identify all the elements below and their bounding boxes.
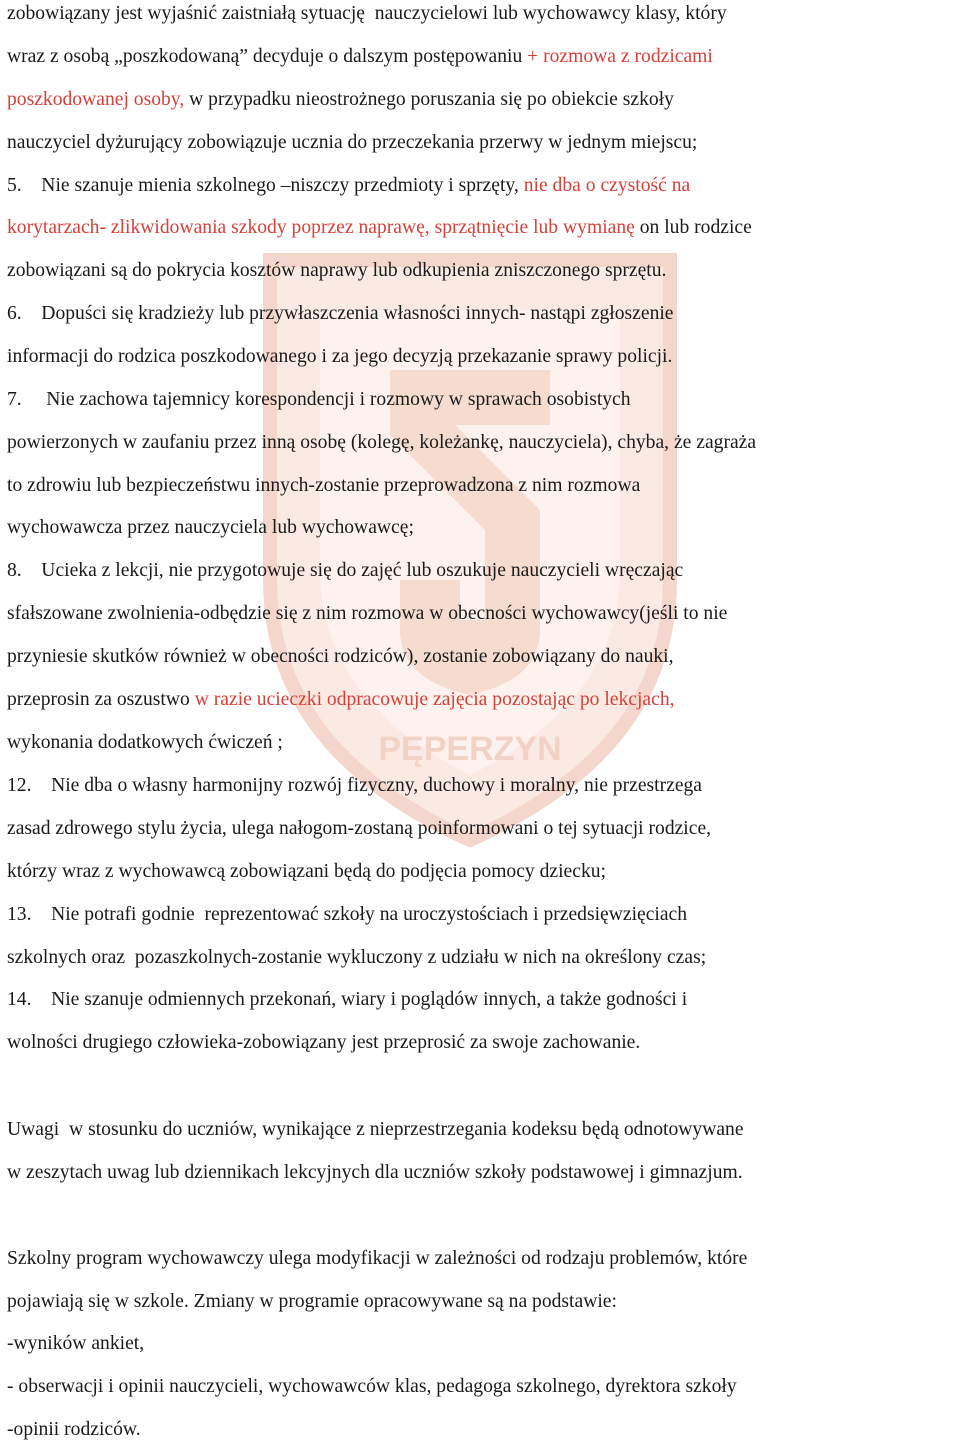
text-segment: - obserwacji i opinii nauczycieli, wychowawców klas, pedagoga szkolnego, dyrektora szkoły	[7, 1376, 737, 1397]
text-segment: w przypadku nieostrożnego poruszania się po obiekcie szkoły	[184, 89, 674, 110]
text-line	[7, 644, 674, 670]
text-segment-highlight: poszkodowanej osoby,	[7, 89, 185, 110]
text-line	[7, 601, 727, 627]
text-segment: zobowiązany jest wyjaśnić zaistniałą sytuację nauczycielowi lub wychowawcy klasy, który	[7, 3, 727, 24]
text-segment: w zeszytach uwag lub dziennikach lekcyjnych dla uczniów szkoły podstawowej i gimnazjum.	[7, 1162, 743, 1183]
text-line	[7, 859, 606, 885]
text-line	[7, 87, 674, 113]
text-line	[7, 44, 713, 70]
text-segment: on lub rodzice	[634, 217, 752, 238]
watermark-text: PĘPERZYN	[378, 730, 562, 768]
text-line	[7, 945, 706, 971]
text-line	[7, 515, 414, 541]
text-segment-highlight: + rozmowa z rodzicami	[527, 46, 713, 67]
text-segment: nauczyciel dyżurujący zobowiązuje ucznia do przeczekania przerwy w jednym miejscu;	[7, 132, 698, 153]
text-line	[7, 687, 675, 713]
text-segment: 13. Nie potrafi godnie reprezentować szkoły na uroczystościach i przedsięwzięciach	[7, 904, 688, 925]
text-line	[7, 730, 283, 756]
text-line	[7, 987, 687, 1013]
text-line	[7, 1374, 737, 1400]
text-line	[7, 344, 672, 370]
text-segment: -wyników ankiet,	[7, 1333, 145, 1354]
school-crest-watermark	[250, 250, 690, 850]
text-segment: którzy wraz z wychowawcą zobowiązani będą do podjęcia pomocy dziecku;	[7, 861, 606, 882]
text-line	[7, 1, 727, 27]
text-line	[7, 1417, 141, 1443]
text-segment: przyniesie skutków również w obecności rodziców), zostanie zobowiązany do nauki,	[7, 646, 674, 667]
text-line	[7, 816, 711, 842]
text-line	[7, 258, 666, 284]
text-segment: 14. Nie szanuje odmiennych przekonań, wiary i poglądów innych, a także godności i	[7, 989, 688, 1010]
text-segment: pojawiają się w szkole. Zmiany w programie opracowywane są na podstawie:	[7, 1291, 617, 1312]
text-line	[7, 130, 697, 156]
text-line	[7, 173, 690, 199]
text-segment: powierzonych w zaufaniu przez inną osobę (kolegę, koleżankę, nauczyciela), chyba, że zagraża	[7, 432, 757, 453]
text-segment: zasad zdrowego stylu życia, ulega nałogom-zostaną poinformowani o tej sytuacji rodzice,	[7, 818, 712, 839]
text-line	[7, 215, 752, 241]
text-line	[7, 301, 674, 327]
text-segment: 6. Dopuści się kradzieży lub przywłaszczenia własności innych- nastąpi zgłoszenie	[7, 303, 674, 324]
text-segment: szkolnych oraz pozaszkolnych-zostanie wykluczony z udziału w nich na określony czas;	[7, 947, 707, 968]
text-segment: Szkolny program wychowawczy ulega modyfikacji w zależności od rodzaju problemów, które	[7, 1248, 748, 1269]
text-line	[7, 1030, 640, 1056]
text-line	[7, 1160, 743, 1186]
text-segment: zobowiązani są do pokrycia kosztów naprawy lub odkupienia zniszczonego sprzętu.	[7, 260, 667, 281]
text-line	[7, 558, 683, 584]
text-segment: 5. Nie szanuje mienia szkolnego –niszczy przedmioty i sprzęty,	[7, 175, 524, 196]
text-line	[7, 1331, 144, 1357]
text-segment: informacji do rodzica poszkodowanego i za jego decyzją przekazanie sprawy policji.	[7, 346, 673, 367]
text-line	[7, 473, 640, 499]
text-line	[7, 430, 756, 456]
text-segment: 8. Ucieka z lekcji, nie przygotowuje się do zajęć lub oszukuje nauczycieli wręczając	[7, 560, 684, 581]
text-segment: wychowawcza przez nauczyciela lub wychowawcę;	[7, 517, 414, 538]
text-segment: 7. Nie zachowa tajemnicy korespondencji i rozmowy w sprawach osobistych	[7, 389, 631, 410]
text-segment: wykonania dodatkowych ćwiczeń ;	[7, 732, 283, 753]
text-segment-highlight: w razie ucieczki odpracowuje zajęcia pozostając po lekcjach,	[194, 689, 675, 710]
text-line	[7, 387, 631, 413]
text-line	[7, 1289, 617, 1315]
text-segment-highlight: korytarzach- zlikwidowania szkody poprzez naprawę, sprzątnięcie lub wymianę	[7, 217, 635, 238]
text-line	[7, 773, 702, 799]
text-segment: przeprosin za oszustwo	[7, 689, 195, 710]
text-segment: to zdrowiu lub bezpieczeństwu innych-zostanie przeprowadzona z nim rozmowa	[7, 475, 641, 496]
text-line	[7, 1246, 747, 1272]
text-segment: wolności drugiego człowieka-zobowiązany jest przeprosić za swoje zachowanie.	[7, 1032, 641, 1053]
text-line	[7, 1117, 744, 1143]
text-line	[7, 902, 687, 928]
text-segment: Uwagi w stosunku do uczniów, wynikające z nieprzestrzegania kodeksu będą odnotowywane	[7, 1119, 744, 1140]
text-segment: sfałszowane zwolnienia-odbędzie się z nim rozmowa w obecności wychowawcy(jeśli to nie	[7, 603, 728, 624]
text-segment-highlight: nie dba o czystość na	[523, 175, 691, 196]
text-segment: 12. Nie dba o własny harmonijny rozwój fizyczny, duchowy i moralny, nie przestrzega	[7, 775, 703, 796]
text-segment: wraz z osobą „poszkodowaną” decyduje o dalszym postępowaniu	[7, 46, 528, 67]
text-segment: -opinii rodziców.	[7, 1419, 141, 1440]
